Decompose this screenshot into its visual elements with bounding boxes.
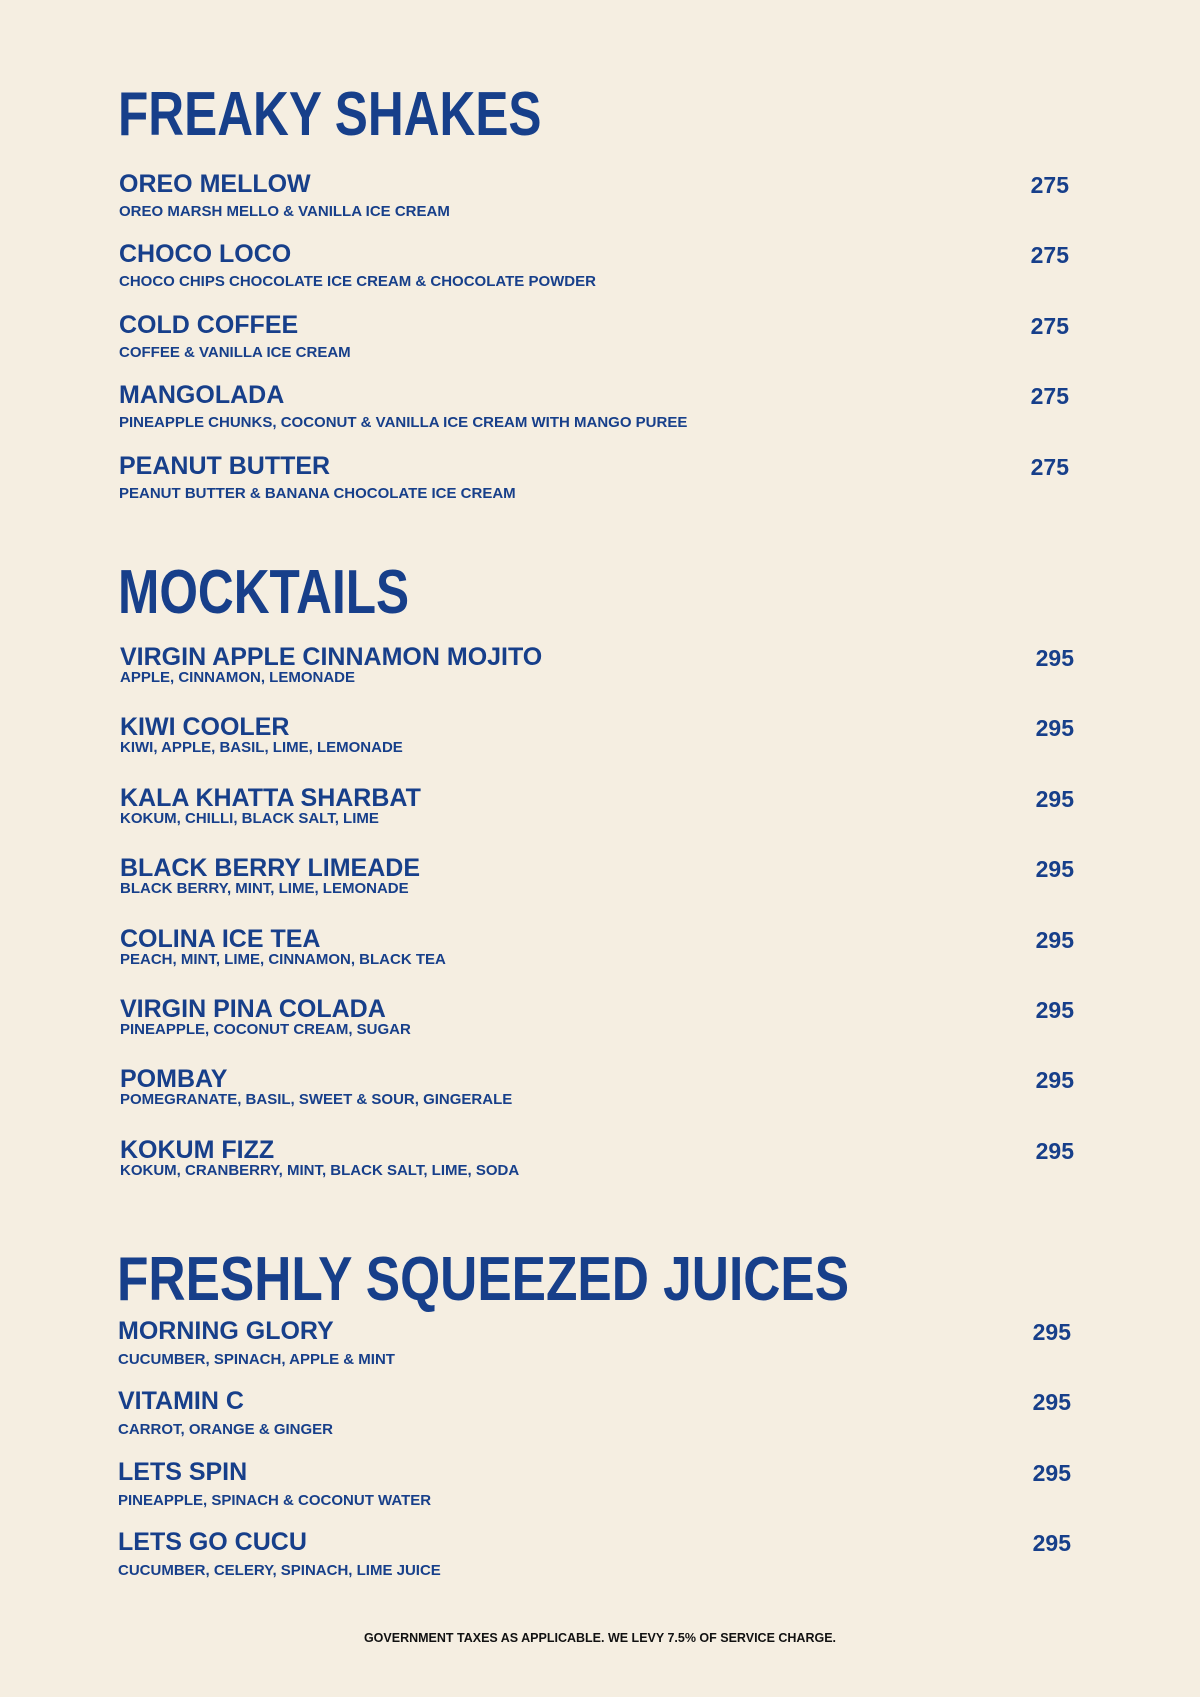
menu-item: [119, 241, 1069, 311]
menu-item: [119, 382, 1069, 452]
item-name: LETS GO CUCU: [118, 1528, 307, 1557]
item-price: 295: [1032, 1319, 1071, 1345]
item-name: BLACK BERRY LIMEADE: [120, 854, 421, 883]
item-price: 295: [1035, 1067, 1074, 1094]
item-description: APPLE, CINNAMON, LEMONADE: [120, 669, 356, 686]
section-title-mocktails: MOCKTAILS: [118, 558, 410, 627]
section-title-freaky-shakes: FREAKY SHAKES: [118, 80, 542, 149]
item-name: COLD COFFEE: [119, 310, 299, 339]
item-price: 295: [1035, 1137, 1074, 1164]
menu-item: [118, 1459, 1071, 1529]
menu-item: [120, 644, 1074, 714]
item-description: CUCUMBER, SPINACH, APPLE & MINT: [118, 1351, 395, 1368]
item-price: 295: [1035, 996, 1074, 1023]
item-price: 295: [1032, 1459, 1071, 1486]
item-name: KALA KHATTA SHARBAT: [120, 783, 421, 812]
item-price: 295: [1035, 645, 1074, 671]
item-price: 295: [1032, 1389, 1071, 1416]
menu-item: [120, 855, 1074, 925]
item-description: PEACH, MINT, LIME, CINNAMON, BLACK TEA: [120, 950, 446, 968]
item-name: PEANUT BUTTER: [119, 451, 331, 480]
item-price: 275: [1030, 312, 1069, 339]
item-price: 295: [1035, 856, 1074, 883]
item-description: CARROT, ORANGE & GINGER: [118, 1421, 334, 1439]
item-description: CUCUMBER, CELERY, SPINACH, LIME JUICE: [118, 1562, 441, 1580]
item-price: 275: [1030, 242, 1069, 269]
menu-item: [120, 996, 1074, 1066]
item-description: KIWI, APPLE, BASIL, LIME, LEMONADE: [120, 739, 403, 757]
item-description: KOKUM, CHILLI, BLACK SALT, LIME: [120, 809, 379, 827]
menu-item: [120, 1137, 1074, 1207]
freaky-shakes-list: [119, 171, 1069, 523]
menu-item: [120, 926, 1074, 996]
item-price: 275: [1030, 453, 1069, 480]
item-price: 275: [1030, 172, 1069, 198]
item-description: OREO MARSH MELLO & VANILLA ICE CREAM: [119, 203, 450, 220]
item-description: CHOCO CHIPS CHOCOLATE ICE CREAM & CHOCOLATE POWDER: [119, 273, 596, 291]
menu-item: [119, 453, 1069, 523]
item-name: CHOCO LOCO: [119, 240, 292, 269]
section-title-freshly-squeezed-juices: FRESHLY SQUEEZED JUICES: [117, 1245, 850, 1314]
item-description: BLACK BERRY, MINT, LIME, LEMONADE: [120, 880, 409, 898]
item-name: POMBAY: [120, 1065, 228, 1094]
item-description: COFFEE & VANILLA ICE CREAM: [119, 343, 351, 361]
tax-footer-note: GOVERNMENT TAXES AS APPLICABLE. WE LEVY 7.5% OF SERVICE CHARGE.: [363, 1631, 837, 1645]
item-name: MANGOLADA: [119, 381, 285, 410]
item-name: LETS SPIN: [118, 1457, 248, 1486]
menu-item: [119, 312, 1069, 382]
item-name: OREO MELLOW: [119, 170, 311, 198]
item-price: 295: [1032, 1530, 1071, 1557]
item-price: 295: [1035, 715, 1074, 742]
mocktails-list: [120, 644, 1074, 1207]
item-name: KIWI COOLER: [120, 713, 290, 742]
menu-item: [118, 1318, 1071, 1388]
item-price: 275: [1030, 383, 1069, 410]
item-name: COLINA ICE TEA: [120, 924, 321, 953]
menu-item: [118, 1529, 1071, 1599]
menu-item: [119, 171, 1069, 241]
item-name: VIRGIN APPLE CINNAMON MOJITO: [120, 643, 543, 671]
item-name: VITAMIN C: [118, 1387, 244, 1416]
item-description: PINEAPPLE CHUNKS, COCONUT & VANILLA ICE CREAM WITH MANGO PUREE: [119, 414, 688, 432]
item-description: PINEAPPLE, SPINACH & COCONUT WATER: [118, 1491, 432, 1509]
item-name: KOKUM FIZZ: [120, 1135, 275, 1164]
menu-item: [120, 1066, 1074, 1136]
item-description: KOKUM, CRANBERRY, MINT, BLACK SALT, LIME, SODA: [120, 1161, 520, 1179]
item-description: POMEGRANATE, BASIL, SWEET & SOUR, GINGERALE: [120, 1091, 513, 1109]
menu-item: [120, 785, 1074, 855]
item-description: PINEAPPLE, COCONUT CREAM, SUGAR: [120, 1020, 411, 1038]
item-price: 295: [1035, 785, 1074, 812]
menu-item: [118, 1388, 1071, 1458]
item-description: PEANUT BUTTER & BANANA CHOCOLATE ICE CREAM: [119, 484, 516, 502]
juices-list: [118, 1318, 1071, 1600]
item-price: 295: [1035, 926, 1074, 953]
item-name: VIRGIN PINA COLADA: [120, 994, 386, 1023]
menu-item: [120, 714, 1074, 784]
item-name: MORNING GLORY: [118, 1317, 334, 1345]
